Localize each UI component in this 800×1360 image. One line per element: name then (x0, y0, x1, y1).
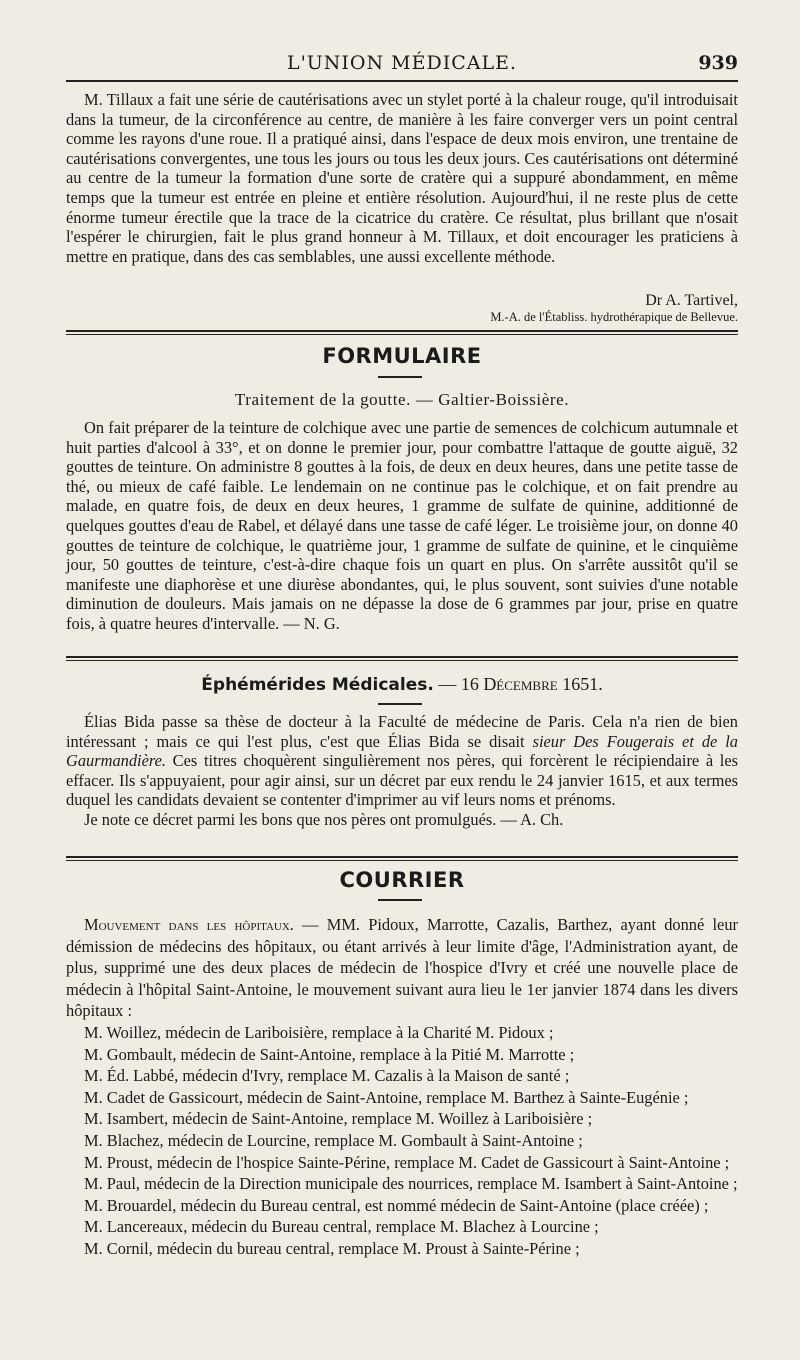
ephemerides-italic: sieur Des Fougerais et de la Gaurmandière. (66, 731, 739, 771)
list-item: M. Cadet de Gassicourt, médecin de Saint-Antoine, remplace M. Barthez à Sainte-Eugénie ; (84, 1087, 689, 1107)
formulaire-subheading: Traitement de la goutte. — Galtier-Boissière. (234, 390, 570, 409)
journal-title: L'UNION MÉDICALE. (286, 52, 518, 74)
ephemerides-date: — 16 Décembre 1651. (438, 674, 603, 694)
formulaire-heading: FORMULAIRE (322, 344, 482, 368)
section-rule-thin (66, 334, 738, 335)
intro-paragraph (66, 90, 738, 266)
ephemerides-heading-line (66, 674, 738, 695)
section-rule (66, 656, 738, 658)
list-item: M. Cornil, médecin du bureau central, remplace M. Proust à Sainte-Périne ; (84, 1238, 580, 1258)
list-item: M. Lancereaux, médecin du Bureau central, remplace M. Blachez à Lourcine ; (84, 1217, 599, 1237)
courrier-lead (66, 914, 738, 1022)
courrier-lead-caps: Mouvement dans les hôpitaux. (84, 915, 294, 934)
list-item: M. Woillez, médecin de Lariboisière, remplace à la Charité M. Pidoux ; (84, 1022, 554, 1042)
signature-affiliation: M.-A. de l'Établiss. hydrothérapique de Bellevue. (490, 310, 738, 324)
signature: Dr A. Tartivel, (645, 292, 738, 309)
ephemerides-text-1: Élias Bida passe sa thèse de docteur à la Faculté de médecine de Paris. Cela n'a rien de bien intéressant ; mais ce qui l'est plus, c'est que Élias Bida se disait sieur Des Fougerais et de la Gaurmandière. Ces titres choquèrent singulièrement nos pères, qui forcèrent le récipiendaire à les effacer. Ils s'appuyaient, pour agir ainsi, sur un décret par eux rendu le 24 janvier 1615, et aux termes duquel les candidats devaient se contenter d'imprimer au vif leurs noms et prénoms. (66, 712, 739, 810)
ephemerides-heading: Éphémérides Médicales. (201, 675, 434, 695)
heading-dash (378, 703, 422, 705)
formulaire-paragraph (66, 418, 738, 634)
courrier-lead-text: — MM. Pidoux, Marrotte, Cazalis, Barthez, ayant donné leur démission de médecins des hôpitaux, ou étant arrivés à leur limite d'âge, l'Administration ayant, de plus, supprimé une des deux places de médecin de l'hospice d'Ivry et créé une nouvelle place de médecin à l'hôpital Saint-Antoine, le mouvement suivant aura lieu le 1er janvier 1874 dans les divers hôpitaux : (66, 915, 738, 1021)
list-item: M. Gombault, médecin de Saint-Antoine, remplace à la Pitié M. Marrotte ; (84, 1044, 575, 1064)
page-header (66, 44, 738, 74)
section-rule-thin (66, 660, 738, 661)
heading-dash (378, 376, 422, 378)
courrier-heading: COURRIER (339, 868, 465, 892)
section-rule (66, 856, 738, 858)
ephemerides-paragraph (66, 712, 738, 830)
heading-dash (378, 899, 422, 901)
courrier-body (66, 914, 738, 1260)
section-rule (66, 330, 738, 332)
list-item: M. Blachez, médecin de Lourcine, remplace M. Gombault à Saint-Antoine ; (84, 1130, 583, 1150)
list-item: M. Isambert, médecin de Saint-Antoine, remplace M. Woillez à Lariboisière ; (84, 1109, 593, 1129)
list-item: M. Proust, médecin de l'hospice Sainte-Périne, remplace M. Cadet de Gassicourt à Saint-Antoine ; (84, 1152, 730, 1172)
ephemerides-text-2: Je note ce décret parmi les bons que nos pères ont promulgués. — A. Ch. (84, 809, 564, 829)
list-item: M. Brouardel, médecin du Bureau central, est nommé médecin de Saint-Antoine (place créée) ; (84, 1195, 709, 1215)
header-rule (66, 80, 738, 82)
section-rule-thin (66, 860, 738, 861)
list-item: M. Paul, médecin de la Direction municipale des nourrices, remplace M. Isambert à Saint-Antoine ; (84, 1174, 738, 1194)
formulaire-text: On fait préparer de la teinture de colchique avec une partie de semences de colchicum autumnale et huit parties d'alcool à 33°, et on donne le premier jour, pour combattre l'attaque de goutte aiguë, 32 gouttes de teinture. On administre 8 gouttes à la fois, de deux en deux heures, dans une petite tasse de thé, ou mieux de café faible. Le lendemain on ne continue pas le colchique, et on fait prendre au malade, en quatre fois, de deux en deux heures, 1 gramme de sulfate de quinine, additionné de quelques gouttes d'eau de Rabel, et délayé dans une tasse de café léger. Le troisième jour, on donne 40 gouttes de teinture de colchique, le quatrième jour, 1 gramme de sulfate de quinine, et le cinquième jour, 50 gouttes de teinture, c'est-à-dire chaque fois un quart en plus. On s'arrête aussitôt qu'il se manifeste une diaphorèse et une diurèse abondantes, qui, le plus souvent, sont suivies d'une notable diminution de douleurs. Mais jamais on ne dépasse la dose de 6 grammes par jour, prise en quatre fois, à quatre heures d'intervalle. — N. G. (66, 418, 738, 633)
intro-text: M. Tillaux a fait une série de cautérisations avec un stylet porté à la chaleur rouge, qu'il introduisait dans la tumeur, de la circonférence au centre, de manière à les faire converger vers un point central comme les rayons d'une roue. Il a pratiqué ainsi, dans l'espace de deux mois environ, une trentaine de cautérisations convergentes, une tous les jours ou tous les deux jours. Ces cautérisations ont déterminé au centre de la tumeur la formation d'une sorte de cratère qui a suppuré abondamment, en même temps que la tumeur est entrée en pleine et entière résolution. Aujourd'hui, il ne reste plus de cette énorme tumeur érectile que la trace de la cicatrice du cratère. Ce résultat, plus brillant que n'osait l'espérer le chirurgien, fait le plus grand honneur à M. Tillaux, et doit encourager les praticiens à mettre en pratique, dans des cas semblables, une aussi excellente méthode. (66, 90, 738, 266)
page-number: 939 (698, 52, 738, 74)
list-item: M. Éd. Labbé, médecin d'Ivry, remplace M. Cazalis à la Maison de santé ; (84, 1066, 570, 1086)
